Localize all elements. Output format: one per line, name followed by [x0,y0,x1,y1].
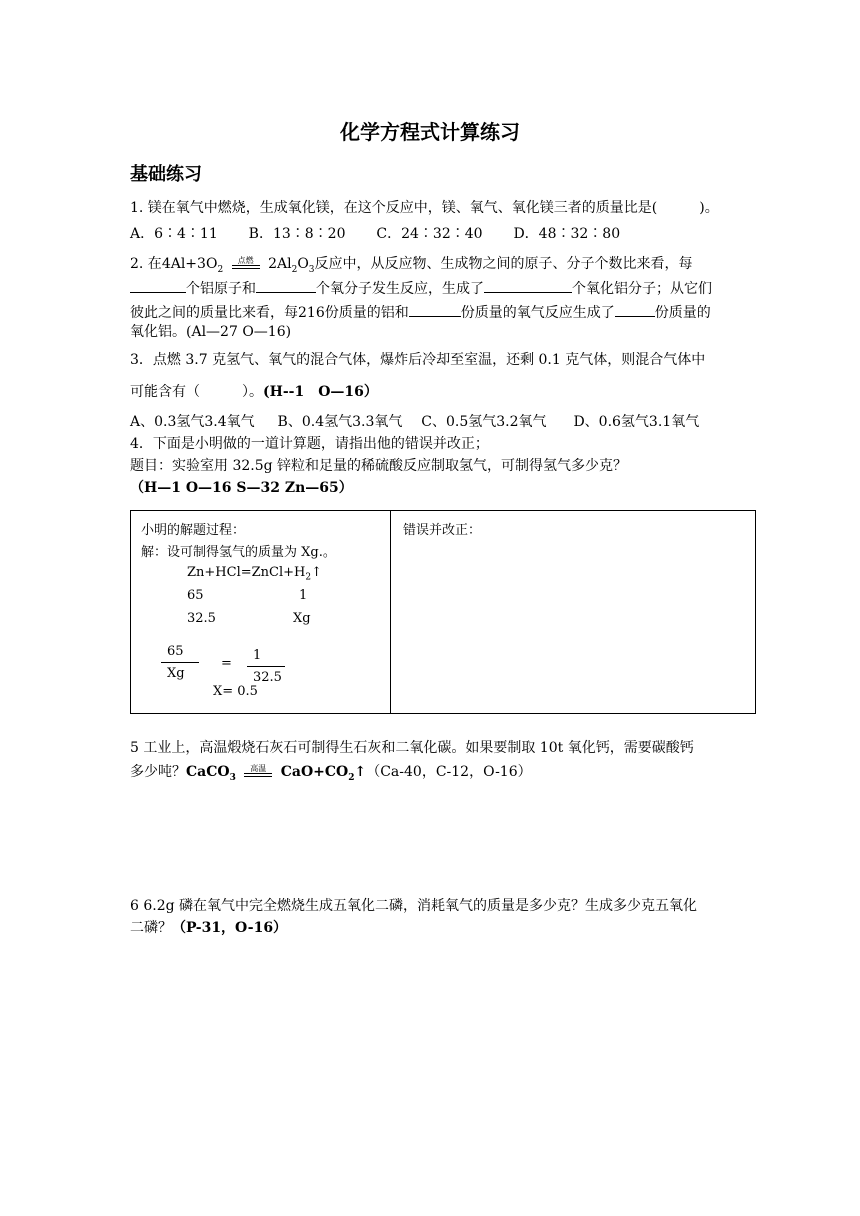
box-row1-a: 65 [187,588,204,603]
q2-text-c: 个氧化铝分子；从它们 [572,281,712,297]
q1-options [130,224,620,244]
q2-blank-1[interactable] [130,278,186,293]
frac1-denominator: Xg [167,666,185,681]
q5-reactant: CaCO$_3$ [186,764,236,783]
q2-blank-3[interactable] [484,278,572,293]
q2-line2 [130,278,712,299]
q2-blank-5[interactable] [615,302,655,317]
q2-line3 [130,302,711,323]
q2-blank-2[interactable] [256,278,316,293]
q4-line2: 题目：实验室用 32.5g 锌粒和足量的稀硫酸反应制取氢气，可制得氢气多少克？ [130,458,628,474]
q2-text-d: 彼此之间的质量比来看，每216份质量的铝和 [130,305,409,321]
frac2-bar [247,666,285,667]
q6-line1: 6 6.2g 磷在氧气中完全燃烧生成五氧化二磷，消耗氧气的质量是多少克？生成多少克五氧化 [130,898,698,914]
frac2-denominator: 32.5 [253,670,282,685]
box-divider [390,511,391,713]
q2-reactants: $4Al+3O_2$ [161,256,224,275]
q1-stem: 1. 镁在氧气中燃烧，生成氧化镁，在这个反应中，镁、氧气、氧化镁三者的质量比是( )。 [130,200,719,216]
frac1-bar [161,662,199,663]
box-right-title: 错误并改正： [403,523,482,538]
q6-line2 [130,918,287,938]
q2-text-a: 个铝原子和 [186,281,256,297]
q5-masses: （Ca-40，C-12，O-16） [366,764,532,780]
q3-line1: 3．点燃 3.7 克氢气、氧气的混合气体，爆炸后冷却至室温，还剩 0.1 克气体，则混合气体中 [130,352,706,368]
q5-condition-arrow [240,765,276,779]
q4-answer-box [130,510,756,714]
q6-text: 二磷？ [130,920,172,936]
q3-line2 [130,382,378,402]
q3-option-a: A、0.3氢气3.4氧气 [130,414,255,430]
box-solve-line: 解：设可制得氢气的质量为 Xg.。 [141,545,336,560]
q2-text-b: 个氧分子发生反应，生成了 [316,281,484,297]
q1-option-a: A．6∶4∶11 [130,226,218,242]
q5-product: $CaO+CO_2↑$ [280,764,367,783]
q3-options [130,412,699,432]
q1-option-b: B．13∶8∶20 [248,226,346,242]
q2-condition-arrow [228,257,264,271]
q5-line2 [130,762,532,788]
box-row2-b: Xg [293,611,311,626]
q5-text: 多少吨？ [130,764,186,780]
q4-line1: 4．下面是小明做的一道计算题，请指出他的错误并改正； [130,436,489,452]
q2-product: $2Al_2O_3$ [268,256,315,275]
q1-option-c: C．24∶32∶40 [376,226,483,242]
q2-condition: 点燃 [237,256,254,265]
q2-text-f: 份质量的 [654,305,711,321]
q1-option-d: D．48∶32∶80 [513,226,621,242]
page-title: 化学方程式计算练习 [340,120,520,144]
q2-blank-4[interactable] [409,302,461,317]
box-row1-b: 1 [299,588,308,603]
q5-line1: 5 工业上，高温煅烧石灰石可制得生石灰和二氧化碳。如果要制取 10t 氧化钙，需要碳酸钙 [130,740,694,756]
q3-masses: (H--1 O—16） [263,384,378,400]
q3-option-c: C、0.5氢气3.2氧气 [421,414,547,430]
q6-masses: （P-31，O-16） [172,920,288,936]
frac2-numerator: 1 [253,648,262,663]
q2-prefix: 2. 在 [130,256,162,272]
q4-masses: （H—1 O—16 S—32 Zn—65） [130,480,353,496]
q2-line1-tail: 反应中，从反应物、生成物之间的原子、分子个数比来看，每 [314,256,693,272]
frac-equals: = [221,656,232,671]
box-equation: $Zn+HCl=ZnCl+H_2↑$ [187,565,323,583]
frac1-numerator: 65 [167,644,184,659]
q2-text-e: 份质量的氧气反应生成了 [460,305,615,321]
q2-line1 [130,254,693,280]
box-answer: X= 0.5 [213,684,258,699]
box-left-title: 小明的解题过程： [141,523,246,538]
q2-line4: 氧化铝。(Al—27 O—16) [130,324,292,340]
section-heading: 基础练习 [130,164,202,185]
q3-option-b: B、0.4氢气3.3氧气 [277,414,403,430]
box-row2-a: 32.5 [187,611,216,626]
q5-condition: 高温 [250,764,267,773]
q3-option-d: D、0.6氢气3.1氧气 [573,414,700,430]
q3-text: 可能含有（ ）。 [130,384,263,400]
